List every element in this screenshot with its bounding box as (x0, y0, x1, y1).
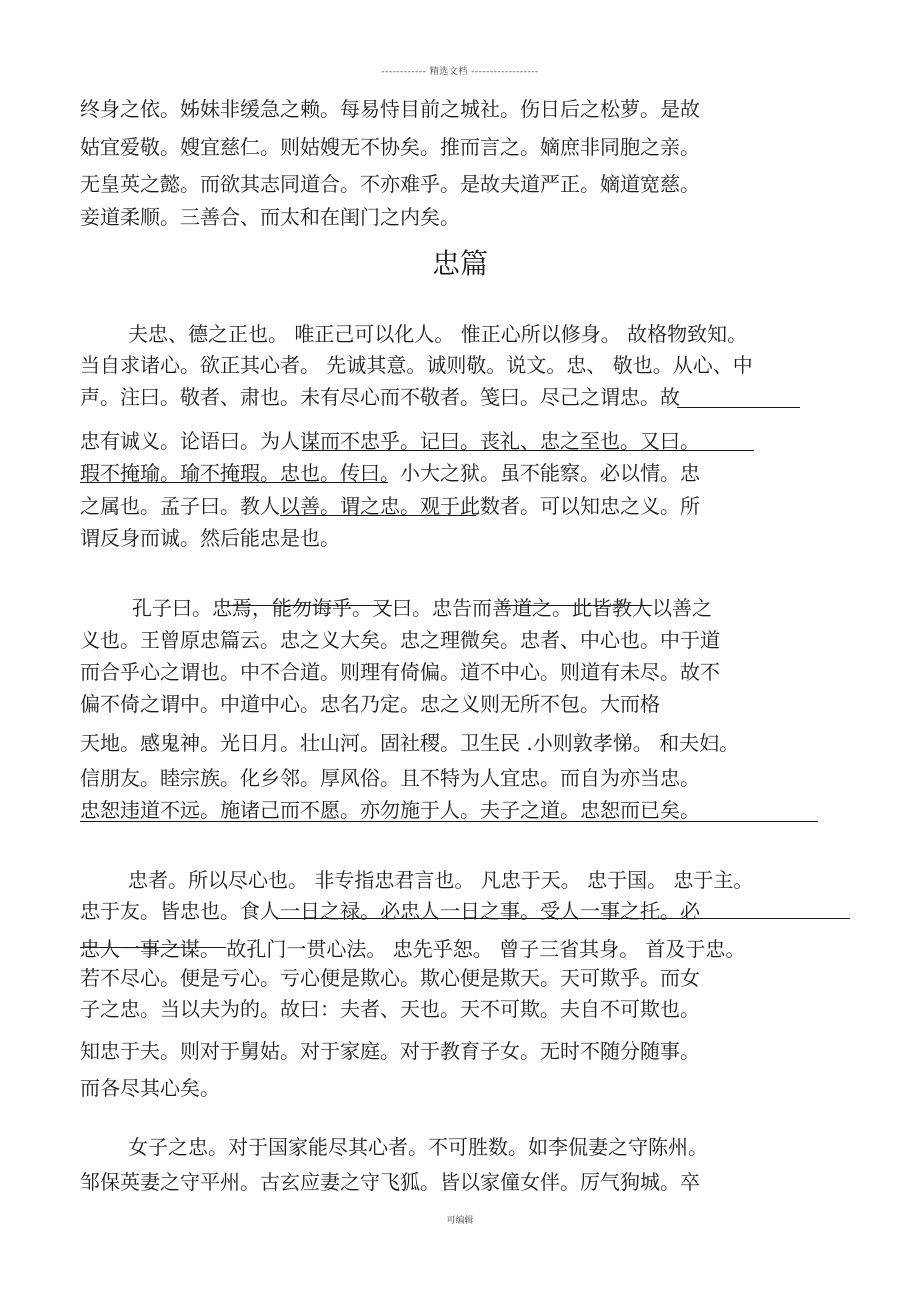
underline-mark (677, 407, 800, 408)
text-line: 姑宜爱敬。嫂宜慈仁。则姑嫂无不协矣。推而言之。嫡庶非同胞之亲。 (80, 135, 700, 159)
text-line: 忠者。所以尽心也。 非专指忠君言也。 凡忠于天。 忠于国。 忠于主。 (128, 868, 754, 892)
text-line: 当自求诸心。欲正其心者。 先诚其意。诚则敬。说文。忠、 敬也。从心、中 (80, 353, 753, 377)
text-line: 忠人一事之谋。 故孔门一贯心法。 忠先乎恕。 曾子三省其身。 首及于忠。 (80, 937, 746, 961)
text-line: 终身之依。姊妹非缓急之赖。每易恃目前之城社。伤日后之松萝。是故 (80, 97, 700, 121)
text-line: 子之忠。当以夫为的。故曰：夫者、天也。天不可欺。夫自不可欺也。 (80, 997, 700, 1021)
underline-mark (80, 482, 388, 483)
text-line: 天地。感鬼神。光日月。壮山河。固社稷。卫生民 .小则敦孝悌。 和夫妇。 (80, 731, 740, 755)
text-line: 知忠于夫。则对于舅姑。对于家庭。对于教育子女。无时不随分随事。 (80, 1039, 700, 1063)
text-line: 信朋友。睦宗族。化乡邻。厚风俗。且不特为人宜忠。而自为亦当忠。 (80, 766, 700, 790)
text-line: 无皇英之懿。而欲其志同道合。不亦难乎。是故夫道严正。嫡道宽慈。 (80, 172, 700, 196)
strike-mark (222, 605, 392, 606)
text-line: 瑕不掩瑜。瑜不掩瑕。忠也。传曰。小大之狱。虽不能察。必以情。忠 (80, 461, 700, 485)
text-line: 谓反身而诚。然后能忠是也。 (80, 526, 340, 550)
section-title: 忠篇 (431, 247, 488, 280)
page-header: ------------ 精选文档 ------------------ (381, 67, 539, 77)
underline-mark (276, 918, 850, 919)
text-line: 妾道柔顺。三善合、而太和在闺门之内矣。 (80, 205, 460, 229)
strike-mark (80, 947, 226, 948)
text-line: 忠于友。皆忠也。食人一日之禄。必忠人一日之事。受人一事之托。必 (80, 899, 700, 923)
underline-mark (302, 450, 754, 451)
text-line: 若不尽心。便是亏心。亏心便是欺心。欺心便是欺天。天可欺乎。而女 (80, 966, 700, 990)
text-line: 之属也。孟子曰。教人以善。谓之忠。观于此数者。可以知忠之义。所 (80, 494, 700, 518)
text-line: 义也。王曾原忠篇云。忠之义大矣。忠之理微矣。忠者、中心也。中于道 (80, 628, 720, 652)
text-line: 忠恕违道不远。施诸己而不愿。亦勿施于人。夫子之道。忠恕而已矣。 (80, 798, 700, 822)
text-line: 邹保英妻之守平州。古玄应妻之守飞狐。皆以家僮女伴。厉气狗城。卒 (80, 1170, 700, 1194)
strike-mark (502, 605, 652, 606)
text-line: 孔子曰。忠焉，能勿诲乎。又曰。忠告而善道之。此皆教人以善之 (132, 596, 712, 620)
text-line: 忠有诚义。论语曰。为人谋而不忠乎。记曰。丧礼、忠之至也。又曰。 (80, 429, 700, 453)
underline-mark (280, 515, 476, 516)
text-line: 夫忠、德之正也。 唯正己可以化人。 惟正心所以修身。 故格物致知。 (128, 322, 748, 346)
text-line: 而合乎心之谓也。中不合道。则理有倚偏。道不中心。则道有未尽。故不 (80, 660, 720, 684)
page-footer: 可编辑 (446, 1216, 474, 1226)
text-line: 女子之忠。对于国家能尽其心者。不可胜数。如李侃妻之守陈州。 (128, 1135, 708, 1159)
text-line: 而各尽其心矣。 (80, 1076, 220, 1100)
underline-mark (80, 821, 818, 822)
text-line: 声。注曰。敬者、肃也。未有尽心而不敬者。笺曰。尽己之谓忠。故 (80, 385, 680, 409)
text-line: 偏不倚之谓中。中道中心。忠名乃定。忠之义则无所不包。大而格 (80, 692, 660, 716)
